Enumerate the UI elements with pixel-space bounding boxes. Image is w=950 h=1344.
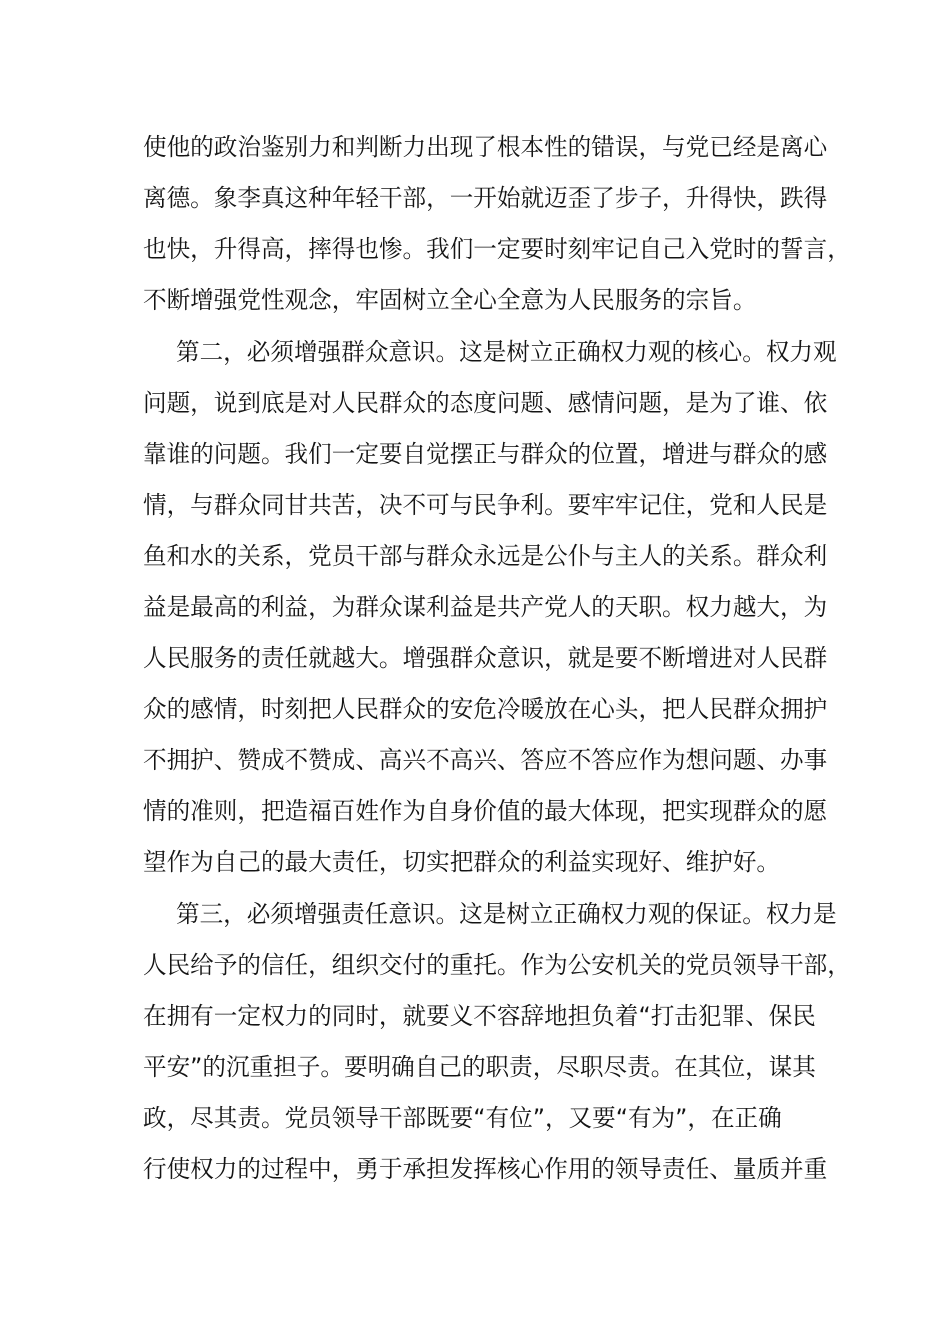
- text-line: 靠谁的问题。我们一定要自觉摆正与群众的位置，增进与群众的感: [143, 440, 828, 468]
- text-line: 众的感情，时刻把人民群众的安危冷暖放在心头，把人民群众拥护: [143, 695, 828, 723]
- text-line: 望作为自己的最大责任，切实把群众的利益实现好、维护好。: [143, 848, 781, 876]
- text-line: 在拥有一定权力的同时，就要义不容辞地担负着“打击犯罪、保民: [143, 1002, 816, 1030]
- paragraph-3: [143, 889, 851, 1195]
- text-line: 行使权力的过程中，勇于承担发挥核心作用的领导责任、量质并重: [143, 1155, 828, 1183]
- text-line: 人民服务的责任就越大。增强群众意识，就是要不断增进对人民群: [143, 644, 828, 672]
- text-line: 政，尽其责。党员领导干部既要“有位”，又要“有为”，在正确: [143, 1104, 782, 1132]
- text-line: 情，与群众同甘共苦，决不可与民争利。要牢牢记住，党和人民是: [143, 491, 828, 519]
- text-line: 不拥护、赞成不赞成、高兴不高兴、答应不答应作为想问题、办事: [143, 746, 828, 774]
- document-body: [143, 122, 851, 1195]
- text-line: 离德。象李真这种年轻干部，一开始就迈歪了步子，升得快，跌得: [143, 184, 828, 212]
- text-line: 不断增强党性观念，牢固树立全心全意为人民服务的宗旨。: [143, 286, 757, 314]
- text-line: 平安”的沉重担子。要明确自己的职责，尽职尽责。在其位，谋其: [143, 1053, 816, 1081]
- text-line: 情的准则，把造福百姓作为自身价值的最大体现，把实现群众的愿: [143, 797, 828, 825]
- paragraph-2: [143, 327, 837, 888]
- text-line: 也快，升得高，摔得也惨。我们一定要时刻牢记自己入党时的誓言，: [143, 235, 851, 263]
- text-line: 第二，必须增强群众意识。这是树立正确权力观的核心。权力观: [176, 338, 837, 366]
- text-line: 使他的政治鉴别力和判断力出现了根本性的错误，与党已经是离心: [143, 133, 828, 161]
- text-line: 人民给予的信任，组织交付的重托。作为公安机关的党员领导干部，: [143, 951, 851, 979]
- text-line: 益是最高的利益，为群众谋利益是共产党人的天职。权力越大，为: [143, 593, 828, 621]
- text-line: 问题，说到底是对人民群众的态度问题、感情问题，是为了谁、依: [143, 389, 828, 417]
- text-line: 鱼和水的关系，党员干部与群众永远是公仆与主人的关系。群众利: [143, 542, 828, 570]
- paragraph-1: [143, 122, 851, 326]
- text-line: 第三，必须增强责任意识。这是树立正确权力观的保证。权力是: [176, 900, 837, 928]
